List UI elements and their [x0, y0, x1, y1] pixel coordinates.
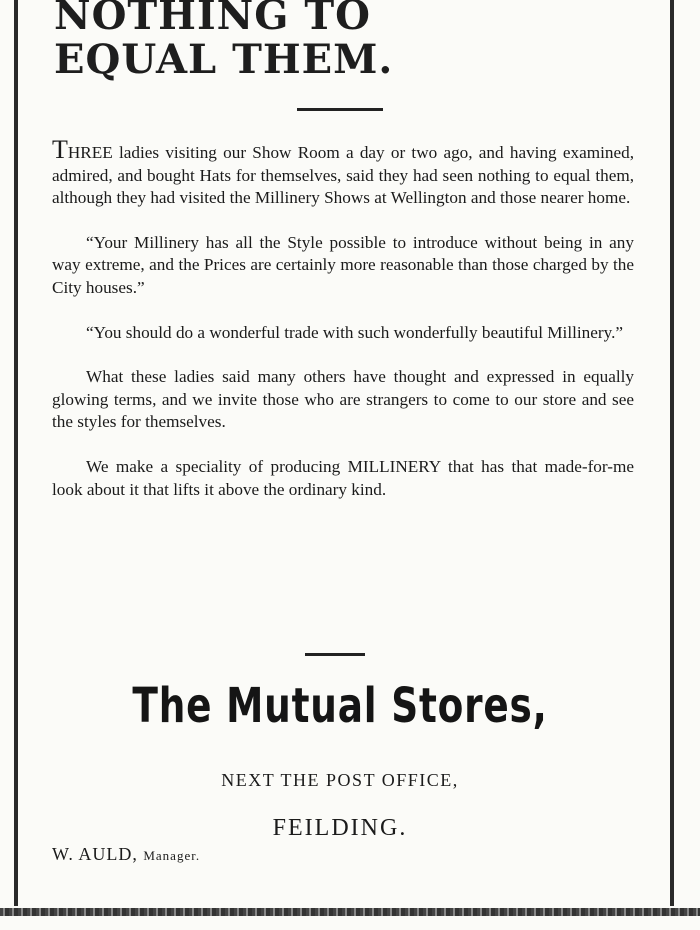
paragraph-1 [52, 135, 634, 210]
headline: NOTHING TO EQUAL THEM. [54, 0, 394, 83]
divider-rule [297, 108, 383, 111]
store-address: NEXT THE POST OFFICE, [221, 770, 459, 790]
paragraph-1-text: HREE ladies visiting our Show Room a day or two ago, and having examined, admired, and bought Hats for themselves, said they had seen nothing to equal them, although they had visited the Millinery Shows at Wellington and those nearer home. [52, 143, 634, 208]
manager-credit [52, 844, 200, 865]
divider-rule-2 [305, 653, 365, 656]
drop-cap: T [52, 135, 68, 164]
store-town: FEILDING. [272, 815, 408, 841]
paragraph-3: “You should do a wonderful trade with such wonderfully beautiful Millinery.” [86, 322, 624, 342]
manager-name: W. AULD, [52, 844, 138, 864]
ad-body [52, 135, 634, 523]
bottom-border-rule [0, 908, 700, 916]
paragraph-4: What these ladies said many others have thought and expressed in equally glowing terms, and we invite those who are strangers to come to our store and see the styles for themselves. [52, 367, 634, 432]
paragraph-5: We make a speciality of producing MILLINERY that has that made-for-me look about it that lifts it above the ordinary kind. [52, 456, 634, 499]
store-name: The Mutual Stores, [132, 678, 548, 734]
manager-title: Manager. [143, 848, 201, 863]
paragraph-2: “Your Millinery has all the Style possible to introduce without being in any way extreme, and the Prices are certainly more reasonable than those charged by the City houses.” [52, 232, 634, 297]
